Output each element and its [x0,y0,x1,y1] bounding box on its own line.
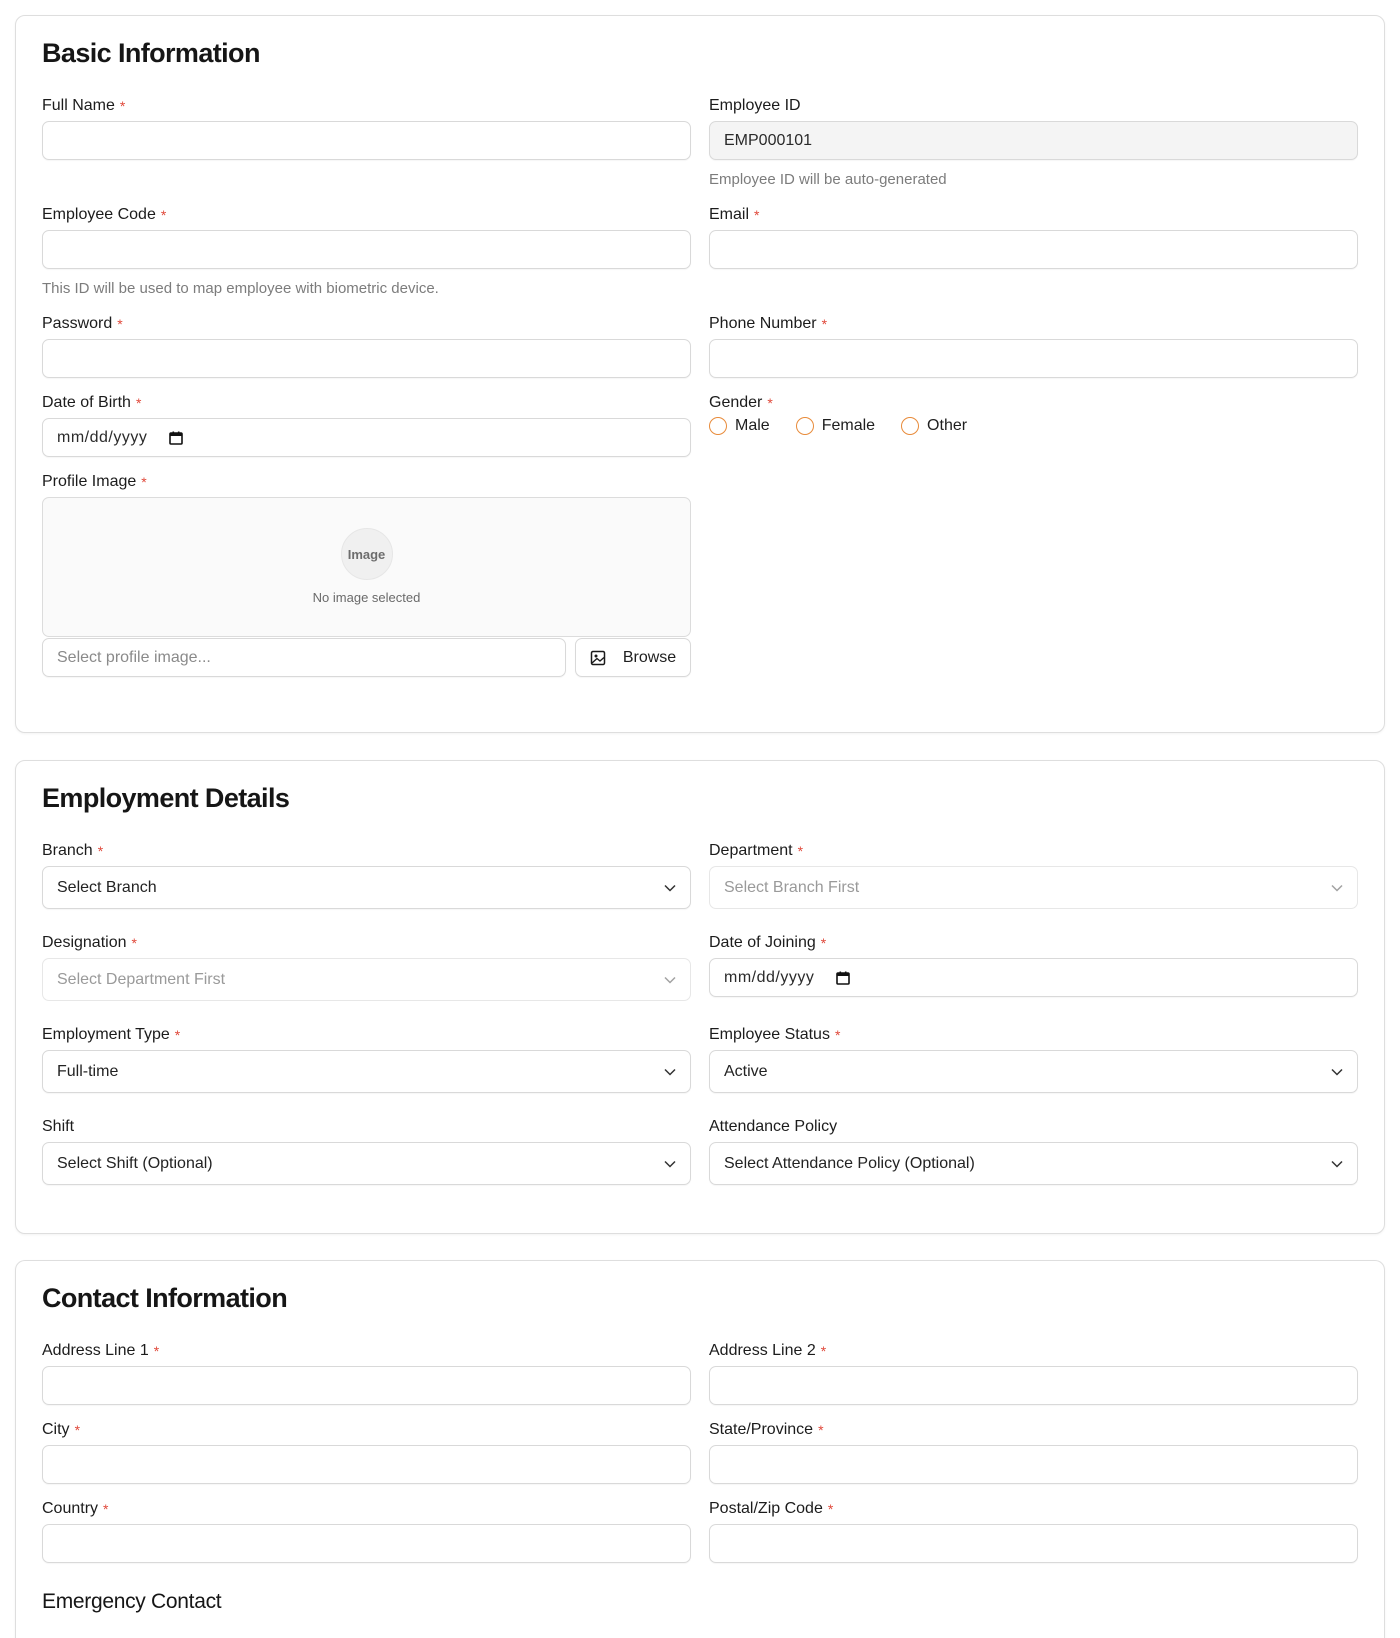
chevron-down-icon [664,976,676,984]
address-line-1-field [42,1341,691,1405]
required-marker: * [160,207,167,223]
designation-select-value: Select Department First [57,970,226,988]
required-marker: * [821,316,828,332]
date-of-joining-label: Date of Joining * [709,934,827,951]
no-image-text: No image selected [312,590,421,605]
department-label: Department * [709,842,804,859]
basic-information-card [15,15,1385,733]
phone-number-field [709,314,1358,378]
gender-radio-group [709,415,1358,437]
employee-status-select-value: Active [724,1062,768,1080]
attendance-policy-select-value: Select Attendance Policy (Optional) [724,1154,975,1172]
emergency-contact-heading: Emergency Contact [42,1590,222,1613]
contact-information-card [15,1260,1385,1638]
employee-code-field [42,205,691,297]
gender-label: Gender * [709,394,773,411]
city-label: City * [42,1421,81,1438]
email-field [709,205,1358,269]
employee-id-value: EMP000101 [724,131,813,149]
department-field [709,841,1358,909]
calendar-icon[interactable] [836,971,850,985]
state-province-input[interactable] [709,1445,1358,1484]
required-marker: * [117,316,123,332]
password-input[interactable] [42,339,691,378]
postal-code-label: Postal/Zip Code * [709,1500,834,1517]
designation-select[interactable] [42,958,691,1001]
employment-type-field [42,1025,691,1093]
phone-number-label: Phone Number * [709,315,828,332]
chevron-down-icon [664,884,676,892]
chevron-down-icon [1331,1068,1343,1076]
address-line-2-input[interactable] [709,1366,1358,1405]
date-of-joining-input[interactable] [709,958,1358,997]
full-name-input[interactable] [42,121,691,160]
required-marker: * [767,395,773,411]
gender-option-female[interactable] [796,417,875,435]
full-name-field [42,96,691,160]
browse-button[interactable] [575,638,691,677]
employee-code-label: Employee Code * [42,206,167,223]
profile-image-preview [42,497,691,637]
employee-status-field [709,1025,1358,1093]
section-title-basic-information: Basic Information [42,38,260,68]
image-icon [590,650,606,666]
required-marker: * [754,207,760,223]
gender-option-male[interactable] [709,417,770,435]
chevron-down-icon [664,1160,676,1168]
shift-select-value: Select Shift (Optional) [57,1154,213,1172]
radio-circle-icon[interactable] [796,417,814,435]
section-title-employment-details: Employment Details [42,783,290,813]
required-marker: * [834,1027,841,1043]
attendance-policy-field [709,1117,1358,1185]
employee-id-hint: Employee ID will be auto-generated [709,171,947,188]
employee-id-label: Employee ID [709,97,801,114]
address-line-1-label: Address Line 1 * [42,1342,160,1359]
required-marker: * [135,395,142,411]
image-placeholder-avatar: Image [341,528,393,580]
shift-select[interactable] [42,1142,691,1185]
required-marker: * [820,1343,827,1359]
required-marker: * [141,474,147,490]
state-province-label: State/Province * [709,1421,824,1438]
employee-code-input[interactable] [42,230,691,269]
designation-field [42,933,691,1001]
phone-number-input[interactable] [709,339,1358,378]
employment-details-card [15,760,1385,1234]
employee-status-select[interactable] [709,1050,1358,1093]
gender-option-label: Other [927,417,968,434]
address-line-2-field [709,1341,1358,1405]
date-of-joining-placeholder: mm/dd/yyyy [724,968,815,986]
postal-code-field [709,1499,1358,1563]
profile-image-label: Profile Image * [42,473,147,490]
required-marker: * [827,1501,834,1517]
attendance-policy-select[interactable] [709,1142,1358,1185]
gender-field [709,393,1358,437]
employment-type-label: Employment Type * [42,1026,181,1043]
calendar-icon[interactable] [169,431,183,445]
address-line-2-label: Address Line 2 * [709,1342,827,1359]
employment-type-select-value: Full-time [57,1062,119,1080]
country-input[interactable] [42,1524,691,1563]
chevron-down-icon [1331,884,1343,892]
date-of-birth-label: Date of Birth * [42,394,142,411]
password-field [42,314,691,378]
required-marker: * [119,98,126,114]
radio-circle-icon[interactable] [901,417,919,435]
postal-code-input[interactable] [709,1524,1358,1563]
shift-label: Shift [42,1118,75,1135]
required-marker: * [820,935,827,951]
profile-image-file-input[interactable]: Select profile image... [42,638,566,677]
email-input[interactable] [709,230,1358,269]
profile-image-picker [42,638,691,677]
profile-image-field [42,472,691,637]
branch-select-value: Select Branch [57,878,157,896]
email-label: Email * [709,206,760,223]
employee-code-hint: This ID will be used to map employee with biometric device. [42,280,439,297]
required-marker: * [153,1343,160,1359]
department-select-value: Select Branch First [724,878,860,896]
employee-status-label: Employee Status * [709,1026,841,1043]
state-province-field [709,1420,1358,1484]
required-marker: * [131,935,137,951]
gender-option-label: Male [735,417,770,434]
password-label: Password * [42,315,123,332]
shift-field [42,1117,691,1185]
required-marker: * [818,1422,824,1438]
city-input[interactable] [42,1445,691,1484]
branch-field [42,841,691,909]
full-name-label: Full Name * [42,97,126,114]
gender-option-other[interactable] [901,417,967,435]
department-select[interactable] [709,866,1358,909]
date-of-joining-field [709,933,1358,997]
radio-circle-icon[interactable] [709,417,727,435]
date-of-birth-input[interactable] [42,418,691,457]
chevron-down-icon [1331,1160,1343,1168]
attendance-policy-label: Attendance Policy [709,1118,838,1135]
required-marker: * [103,1501,109,1517]
employment-type-select[interactable] [42,1050,691,1093]
chevron-down-icon [664,1068,676,1076]
date-of-birth-placeholder: mm/dd/yyyy [57,428,148,446]
country-field [42,1499,691,1563]
required-marker: * [97,843,104,859]
address-line-1-input[interactable] [42,1366,691,1405]
section-title-contact-information: Contact Information [42,1283,288,1313]
date-of-birth-field [42,393,691,457]
required-marker: * [74,1422,81,1438]
browse-label: Browse [622,648,677,666]
designation-label: Designation * [42,934,137,951]
gender-option-label: Female [821,417,876,434]
branch-select[interactable] [42,866,691,909]
required-marker: * [797,843,804,859]
country-label: Country * [42,1500,109,1517]
employee-id-field [709,96,1358,188]
branch-label: Branch * [42,842,104,859]
city-field [42,1420,691,1484]
required-marker: * [174,1027,181,1043]
employee-id-input [709,121,1358,160]
